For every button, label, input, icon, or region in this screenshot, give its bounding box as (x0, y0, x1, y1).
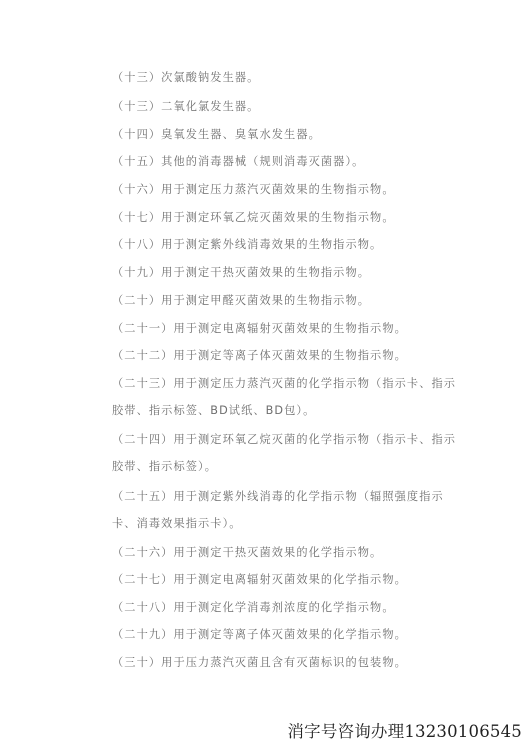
list-item: （二十七）用于测定电离辐射灭菌效果的化学指示物。 (112, 573, 407, 586)
list-item: （二十）用于测定甲醛灭菌效果的生物指示物。 (112, 294, 371, 307)
list-item: （十三）二氧化氯发生器。 (112, 100, 260, 113)
list-item: （二十六）用于测定干热灭菌效果的化学指示物。 (112, 546, 383, 559)
list-item: （十九）用于测定干热灭菌效果的生物指示物。 (112, 266, 371, 279)
list-item: （二十五）用于测定紫外线消毒的化学指示物（辐照强度指示卡、消毒效果指示卡）。 (112, 490, 444, 530)
list-item: （十五）其他的消毒器械（规则消毒灭菌器）。 (112, 155, 365, 168)
list-item: （二十三）用于测定压力蒸汽灭菌的化学指示物（指示卡、指示胶带、指示标签、BD试纸、BD包）。 (112, 377, 457, 417)
list-item: （十四）臭氧发生器、臭氧水发生器。 (112, 128, 321, 141)
list-item: （十七）用于测定环氧乙烷灭菌效果的生物指示物。 (112, 211, 395, 224)
list-item: （二十二）用于测定等离子体灭菌效果的生物指示物。 (112, 349, 407, 362)
list-item: （二十四）用于测定环氧乙烷灭菌的化学指示物（指示卡、指示胶带、指示标签）。 (112, 433, 457, 473)
list-item: （二十一）用于测定电离辐射灭菌效果的生物指示物。 (112, 322, 407, 335)
list-item: （十八）用于测定紫外线消毒效果的生物指示物。 (112, 238, 383, 251)
list-item: （二十八）用于测定化学消毒剂浓度的化学指示物。 (112, 601, 395, 614)
watermark-text: 消字号咨询办理13230106545 (287, 722, 522, 741)
list-item: （三十）用于压力蒸汽灭菌且含有灭菌标识的包装物。 (112, 656, 407, 669)
list-item: （二十九）用于测定等离子体灭菌效果的化学指示物。 (112, 628, 407, 641)
list-item: （十三）次氯酸钠发生器。 (112, 71, 260, 84)
list-item: （十六）用于测定压力蒸汽灭菌效果的生物指示物。 (112, 183, 395, 196)
